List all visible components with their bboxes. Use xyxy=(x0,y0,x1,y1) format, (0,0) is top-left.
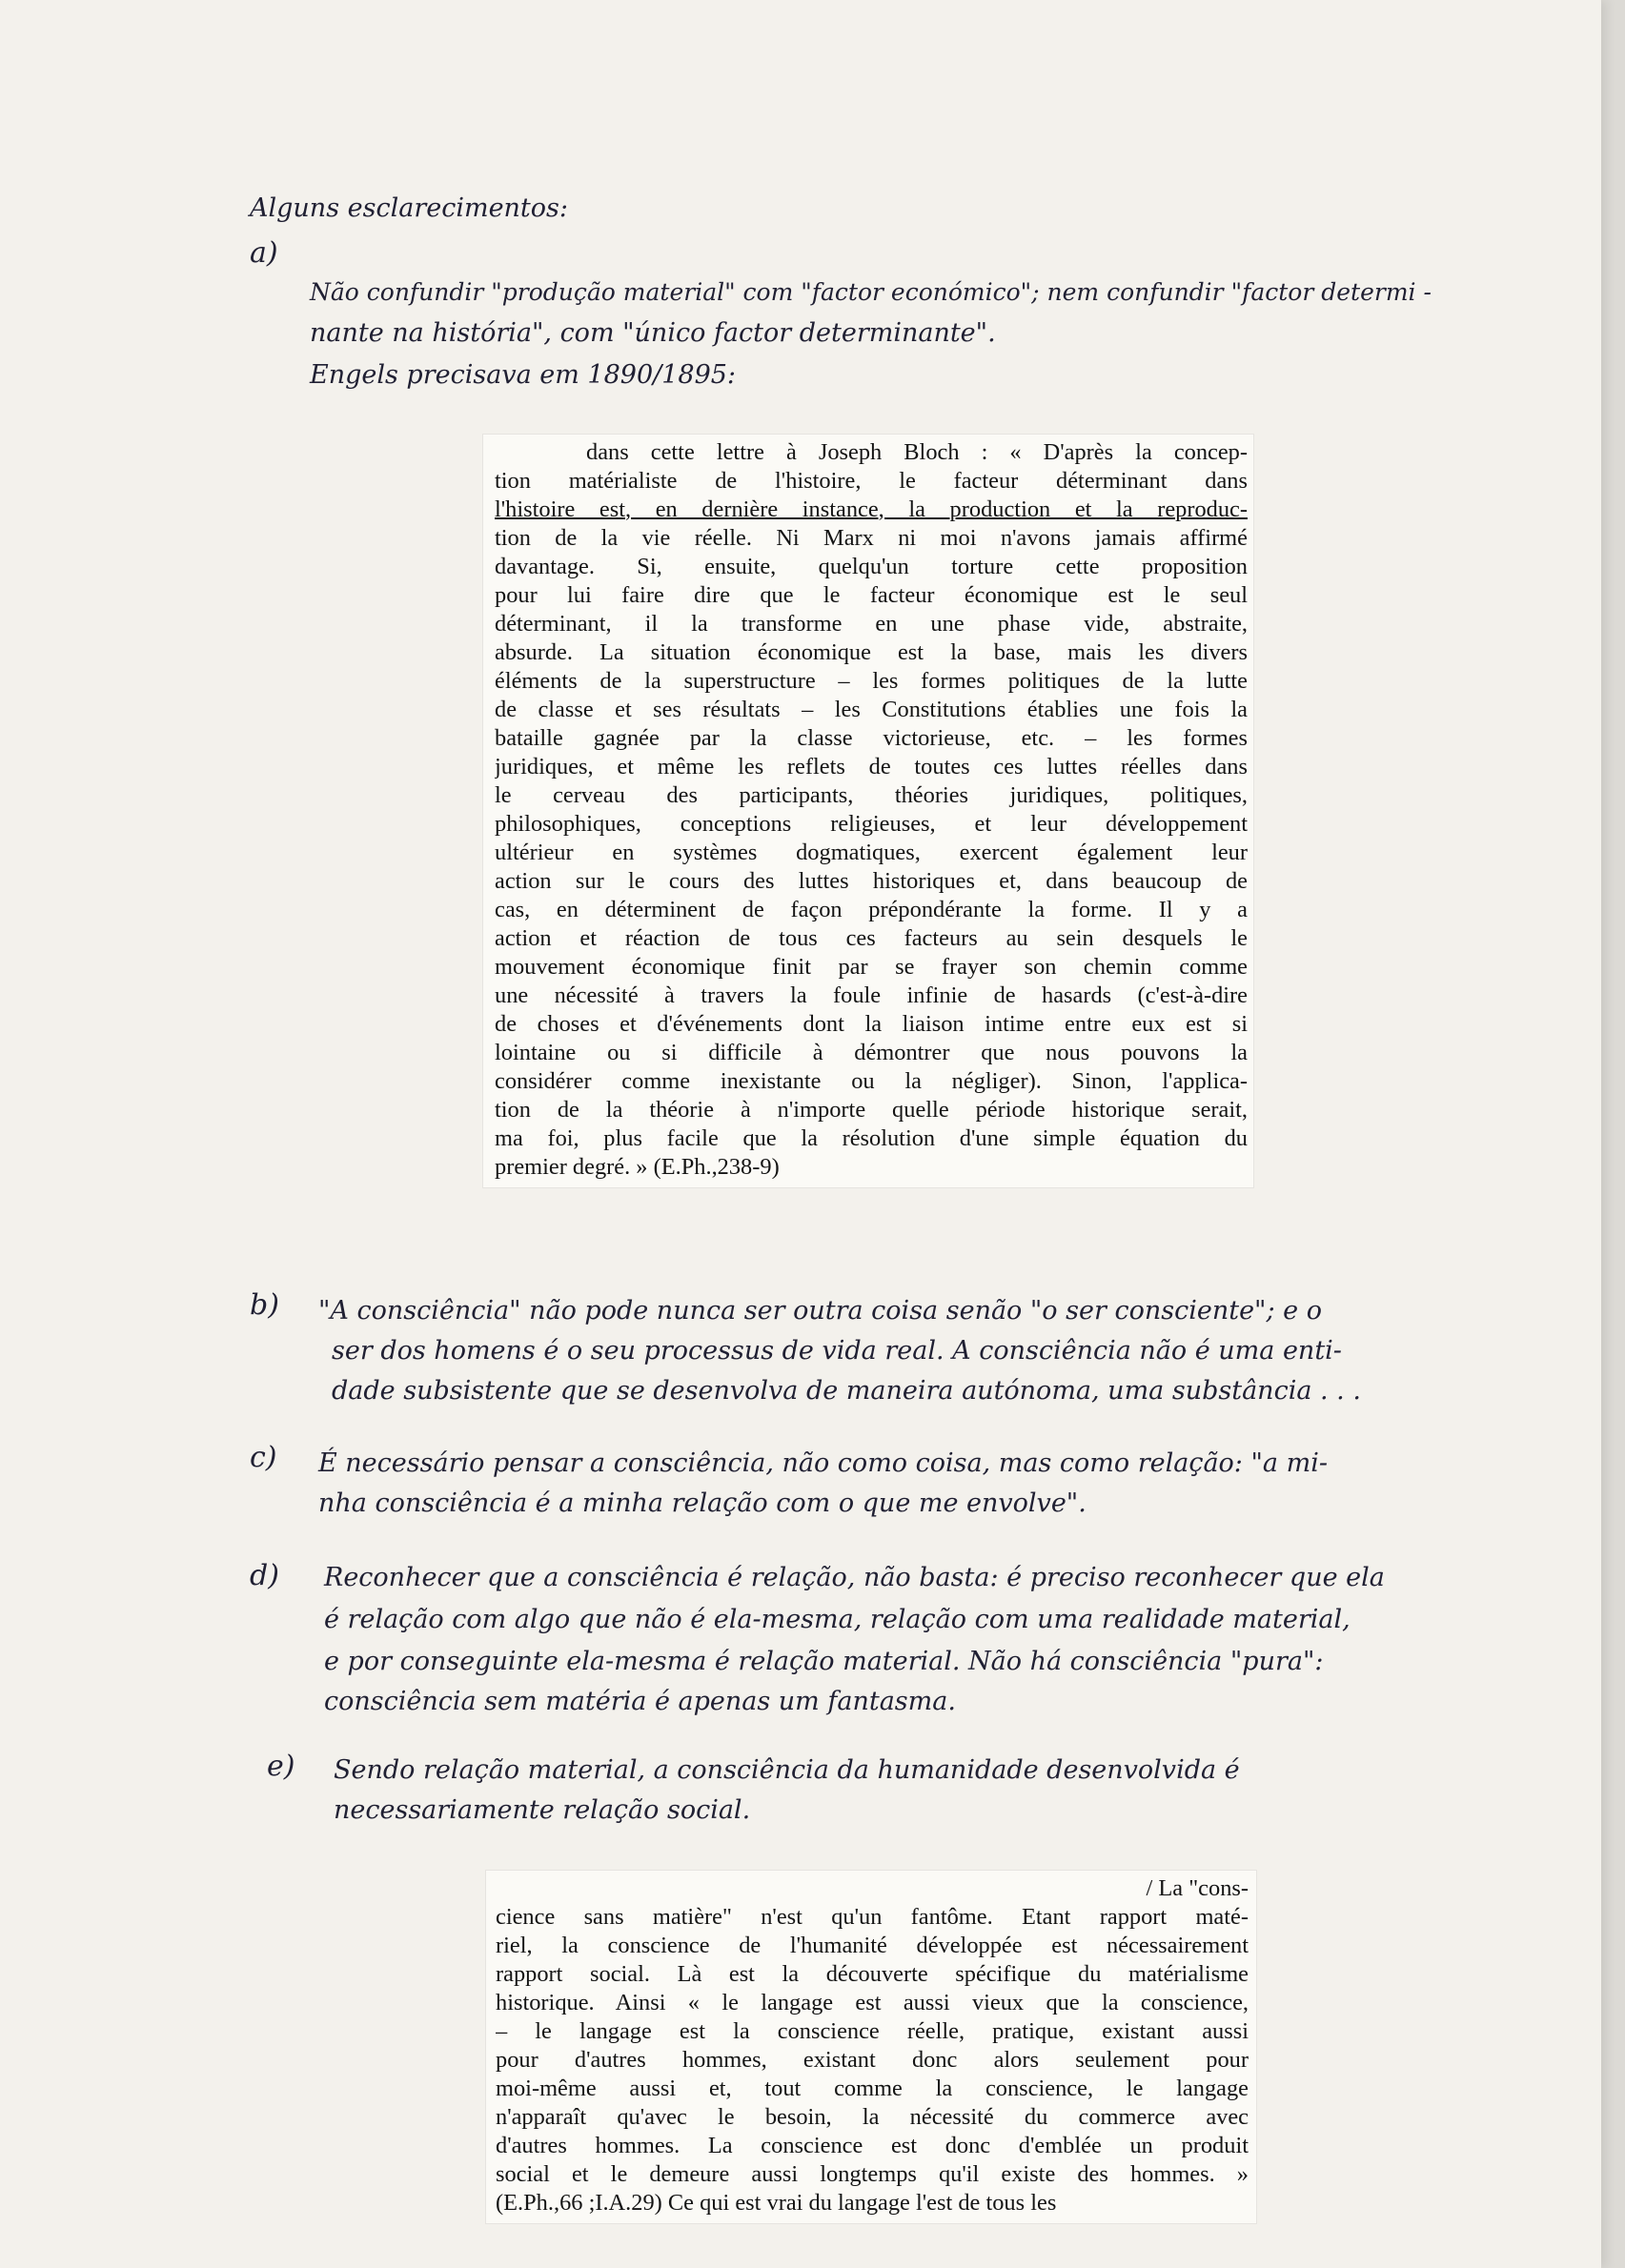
clip2-line: moi-même aussi et, tout comme la conscience, le langage xyxy=(496,2076,1249,2101)
clip1-line: l'histoire est, en dernière instance, la production et la reproduc- xyxy=(495,496,1248,522)
quote-clipping-engels-text xyxy=(495,438,1248,1182)
item-d-line-3: e por conseguinte ela-mesma é relação material. Não há consciência "pura": xyxy=(324,1647,1324,1676)
clip1-line: lointaine ou si difficile à démontrer que nous pouvons la xyxy=(495,1040,1248,1065)
clip1-line: de choses et d'événements dont la liaison intime entre eux est si xyxy=(495,1011,1248,1037)
clip1-line: une nécessité à travers la foule infinie de hasards (c'est-à-dire xyxy=(495,982,1248,1008)
clip1-line: pour lui faire dire que le facteur économique est le seul xyxy=(495,582,1248,608)
item-d-line-2: é relação com algo que não é ela-mesma, relação com uma realidade material, xyxy=(324,1605,1351,1634)
clip2-line: (E.Ph.,66 ;I.A.29) Ce qui est vrai du langage l'est de tous les xyxy=(496,2190,1057,2216)
item-a-marker: a) xyxy=(250,236,278,270)
page-title: Alguns esclarecimentos: xyxy=(250,193,568,223)
clip2-line: riel, la conscience de l'humanité développée est nécessairement xyxy=(496,1933,1249,1958)
item-c-marker: c) xyxy=(250,1441,277,1474)
clip1-line: juridiques, et même les reflets de toutes ces luttes réelles dans xyxy=(495,754,1248,780)
item-c-line-1: É necessário pensar a consciência, não como coisa, mas como relação: "a mi- xyxy=(318,1448,1328,1478)
clip1-line: davantage. Si, ensuite, quelqu'un torture cette proposition xyxy=(495,554,1248,579)
clip2-line: historique. Ainsi « le langage est aussi vieux que la conscience, xyxy=(496,1990,1249,2015)
item-e-marker: e) xyxy=(267,1750,295,1783)
item-d-marker: d) xyxy=(250,1559,279,1592)
clip1-line: premier degré. » (E.Ph.,238-9) xyxy=(495,1154,780,1180)
item-c-line-2: nha consciência é a minha relação com o que me envolve". xyxy=(318,1488,1087,1518)
clip2-line: – le langage est la conscience réelle, pratique, existant aussi xyxy=(496,2018,1249,2044)
item-a-line-3: Engels precisava em 1890/1895: xyxy=(310,360,737,390)
item-b-line-1: "A consciência" não pode nunca ser outra coisa senão "o ser consciente"; e o xyxy=(318,1296,1322,1326)
clip2-line: social et le demeure aussi longtemps qu'il existe des hommes. » xyxy=(496,2161,1249,2187)
clip1-line: le cerveau des participants, théories juridiques, politiques, xyxy=(495,782,1248,808)
clip1-line: bataille gagnée par la classe victorieuse, etc. – les formes xyxy=(495,725,1248,751)
item-e-line-2: necessariamente relação social. xyxy=(334,1795,751,1825)
item-e-line-1: Sendo relação material, a consciência da humanidade desenvolvida é xyxy=(334,1755,1240,1785)
quote-clipping-langage xyxy=(486,1871,1256,2223)
clip1-line: action sur le cours des luttes historiques et, dans beaucoup de xyxy=(495,868,1248,894)
clip1-line: cas, en déterminent de façon prépondérante la forme. Il y a xyxy=(495,897,1248,922)
clip2-line: rapport social. Là est la découverte spécifique du matérialisme xyxy=(496,1961,1249,1987)
clip1-line: ultérieur en systèmes dogmatiques, exercent également leur xyxy=(495,840,1248,865)
clip1-line: mouvement économique finit par se frayer son chemin comme xyxy=(495,954,1248,980)
clip2-line: cience sans matière" n'est qu'un fantôme. Etant rapport maté- xyxy=(496,1904,1249,1930)
clip1-line: philosophiques, conceptions religieuses, et leur développement xyxy=(495,811,1248,837)
item-d-line-1: Reconhecer que a consciência é relação, não basta: é preciso reconhecer que ela xyxy=(324,1563,1385,1592)
item-a-line-1: Não confundir "produção material" com "factor económico"; nem confundir "factor determi - xyxy=(310,278,1432,306)
item-b-marker: b) xyxy=(250,1288,279,1322)
clip2-line: n'apparaît qu'avec le besoin, la nécessité du commerce avec xyxy=(496,2104,1249,2130)
clip2-line: pour d'autres hommes, existant donc alors seulement pour xyxy=(496,2047,1249,2073)
item-d-line-4: consciência sem matéria é apenas um fantasma. xyxy=(324,1687,956,1716)
clip1-line: absurde. La situation économique est la base, mais les divers xyxy=(495,639,1248,665)
clip2-line: / La "cons- xyxy=(1146,1875,1249,1901)
clip1-line: tion de la vie réelle. Ni Marx ni moi n'avons jamais affirmé xyxy=(495,525,1248,551)
item-b-line-2: ser dos homens é o seu processus de vida real. A consciência não é uma enti- xyxy=(332,1336,1342,1366)
clip1-line: tion matérialiste de l'histoire, le facteur déterminant dans xyxy=(495,468,1248,494)
clip1-line: éléments de la superstructure – les formes politiques de la lutte xyxy=(495,668,1248,694)
clip2-line: d'autres hommes. La conscience est donc d'emblée un produit xyxy=(496,2133,1249,2158)
clip1-line: tion de la théorie à n'importe quelle période historique serait, xyxy=(495,1097,1248,1123)
clip1-line: ma foi, plus facile que la résolution d'une simple équation du xyxy=(495,1125,1248,1151)
quote-clipping-engels xyxy=(483,435,1253,1187)
clip1-line: dans cette lettre à Joseph Bloch : « D'après la concep- xyxy=(586,439,1248,465)
item-b-line-3: dade subsistente que se desenvolva de maneira autónoma, uma substância . . . xyxy=(332,1376,1361,1406)
clip1-line: action et réaction de tous ces facteurs au sein desquels le xyxy=(495,925,1248,951)
clip1-line: de classe et ses résultats – les Constitutions établies une fois la xyxy=(495,697,1248,722)
clip1-line: déterminant, il la transforme en une phase vide, abstraite, xyxy=(495,611,1248,637)
quote-clipping-langage-text xyxy=(496,1874,1249,2217)
clip1-line: considérer comme inexistante ou la négliger). Sinon, l'applica- xyxy=(495,1068,1248,1094)
item-a-line-2: nante na história", com "único factor determinante". xyxy=(310,318,996,348)
